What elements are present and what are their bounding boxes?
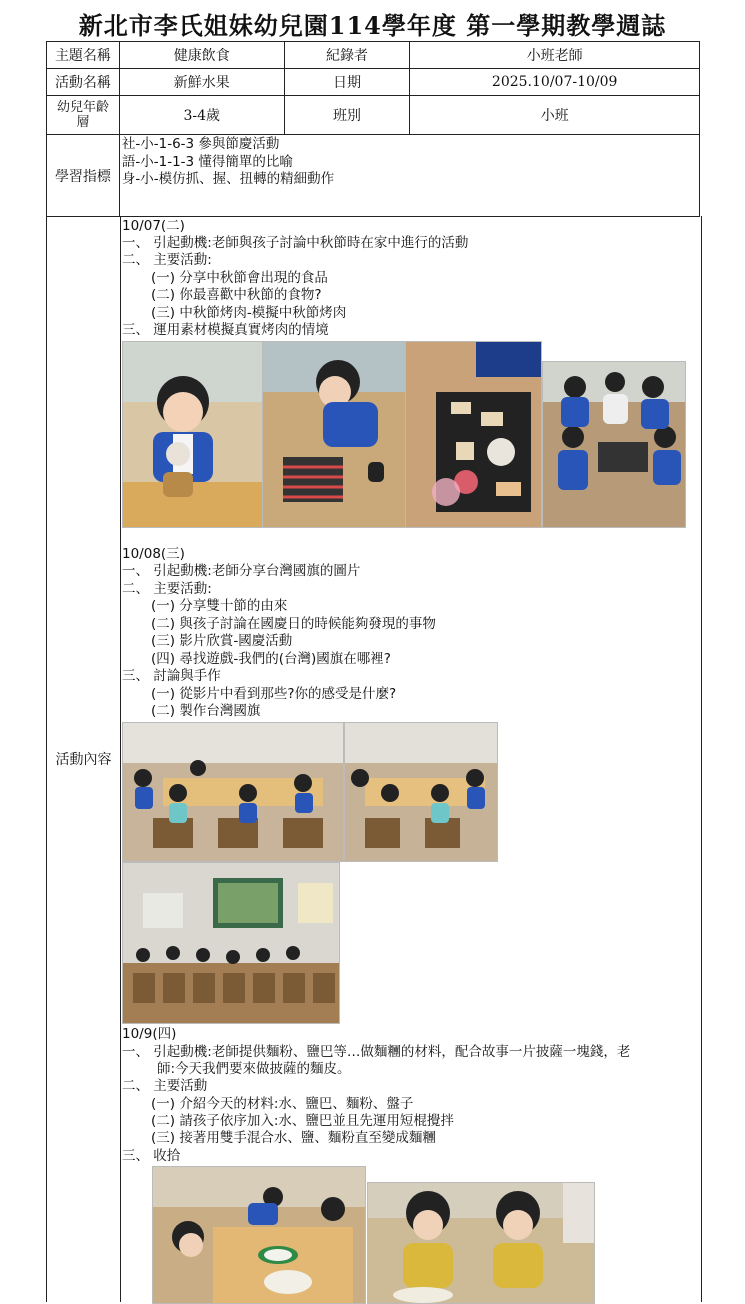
day1-line: (二) 你最喜歡中秋節的食物? [151,287,322,303]
theme-value: 健康飲食 [119,42,284,69]
day1-date: 10/07(二) [122,218,185,234]
activity-label: 活動名稱 [47,69,120,96]
day2-line: (二) 製作台灣國旗 [151,703,261,719]
day3-line: 二、 主要活動 [122,1078,208,1094]
photo-group-on-floor [542,361,686,528]
class-label: 班別 [284,96,410,135]
day1-line: 三、 運用素材模擬真實烤肉的情境 [122,322,329,338]
guide-line: 身-小-模仿抓、握、扭轉的精細動作 [121,171,335,187]
day3-line: 三、 收拾 [122,1148,181,1164]
guide-line: 語-小-1-1-3 懂得簡單的比喻 [121,153,293,170]
guide-label: 學習指標 [47,135,120,217]
day2-line: (三) 影片欣賞-國慶活動 [151,633,293,649]
day2-line: (一) 分享雙十節的由來 [151,598,288,614]
day3-line: (二) 請孩子依序加入:水、鹽巴並且先運用短棍攪拌 [151,1113,454,1129]
day2-line: (一) 從影片中看到那些?你的感受是什麼? [151,686,397,702]
recorder-value: 小班老師 [410,42,700,69]
day3-line: 一、 引起動機:老師提供麵粉、鹽巴等…做麵糰的材料，配合故事一片披薩一塊錢，老 [122,1044,631,1060]
day2-line: 三、 討論與手作 [122,668,221,684]
photo-video-watching [122,862,340,1024]
day2-date: 10/08(三) [122,546,185,562]
day1-line: 一、 引起動機:老師與孩子討論中秋節時在家中進行的活動 [122,235,469,251]
content-label: 活動內容 [47,216,121,1302]
day3-line: (三) 接著用雙手混合水、鹽、麵粉直至變成麵糰 [151,1130,436,1146]
date-value: 2025.10/07-10/09 [410,69,700,96]
day2-line: (四) 尋找遊戲-我們的(台灣)國旗在哪裡? [151,651,391,667]
photo-girl-with-skewer [122,341,264,528]
photo-classroom-tables-2 [344,722,498,862]
guide-line: 社-小-1-6-3 參與節慶活動 [121,136,280,152]
day1-line: (一) 分享中秋節會出現的食品 [151,270,328,286]
day3-date: 10/9(四) [122,1026,177,1042]
photo-food-tray [405,341,542,528]
day3-line: (一) 介紹今天的材料:水、鹽巴、麵粉、盤子 [151,1096,414,1112]
day2-line: 一、 引起動機:老師分享台灣國旗的圖片 [122,563,361,579]
age-value: 3-4歲 [119,96,284,135]
day1-line: 二、 主要活動: [122,252,212,268]
photo-dough-table [152,1166,366,1304]
day3-line: 師:今天我們要來做披薩的麵皮。 [157,1061,351,1077]
theme-label: 主題名稱 [47,42,120,69]
day2-line: (二) 與孩子討論在國慶日的時候能夠發現的事物 [151,616,436,632]
page-title: 新北市李氏姐妹幼兒園114學年度 第一學期教學週誌 [78,11,667,40]
class-value: 小班 [410,96,700,135]
day2-line: 二、 主要活動: [122,581,212,597]
photo-kneading-dough [367,1182,595,1304]
day1-line: (三) 中秋節烤肉-模擬中秋節烤肉 [151,305,347,321]
guide-cell [119,135,699,217]
activity-section [46,216,702,1302]
recorder-label: 紀錄者 [284,42,410,69]
activity-value: 新鮮水果 [119,69,284,96]
photo-child-grilling [262,341,406,528]
age-label: 幼兒年齡層 [47,96,120,135]
info-table [46,41,700,217]
photo-classroom-tables-1 [122,722,344,862]
date-label: 日期 [284,69,410,96]
